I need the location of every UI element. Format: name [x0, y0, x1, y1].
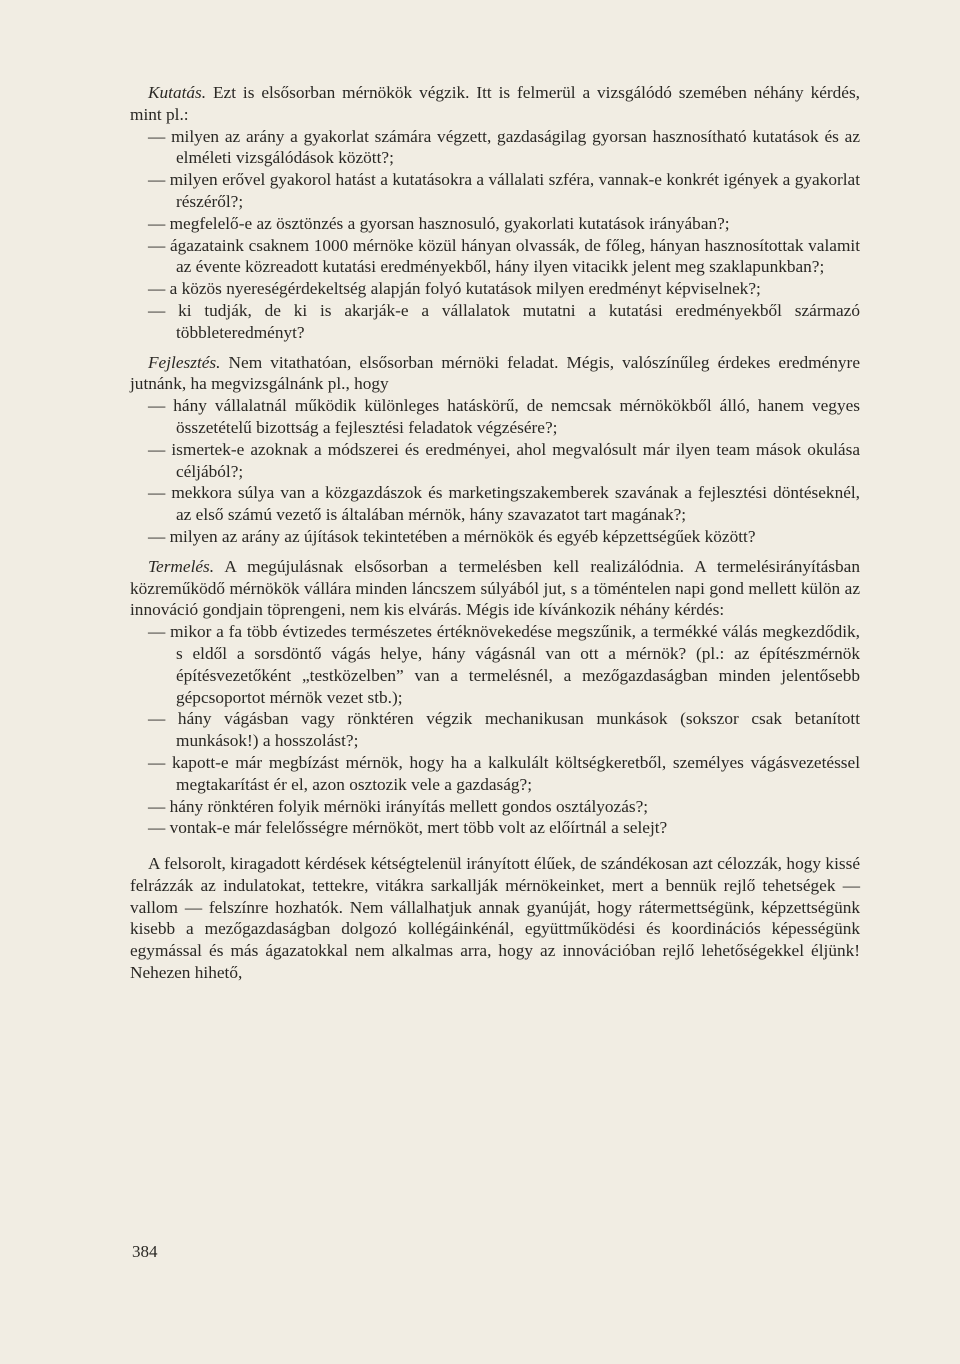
section-gap [130, 548, 860, 556]
closing-paragraph: A felsorolt, kiragadott kérdések kétségtelenül irányított élűek, de szándékosan azt célozzák, hogy kissé felrázzák az indulatokat, tettekre, vitákra sarkallják mérnökeinket, mert a bennük rejlő tehetségek — vallom — felszínre hozhatók. Nem vállalhatjuk annak gyanúját, hogy rátermettségünk, képzettségünk kisebb a mezőgazdaságban dolgozó kollégáinkénál, együttműködési és koordinációs képességünk egymással és más ágazatokkal nem alkalmas arra, hogy az innovációban rejlő lehetőségekkel éljünk! Nehezen hihető, [130, 854, 860, 983]
research-question: — milyen erővel gyakorol hatást a kutatásokra a vállalati szféra, vannak-e konkrét igények a gyakorlat részéről?; [148, 170, 860, 211]
development-keyword: Fejlesztés. [148, 352, 221, 372]
development-intro: Fejlesztés. Nem vitathatóan, elsősorban mérnöki feladat. Mégis, valószínűleg érdekes eredményre jutnánk, ha megvizsgálnánk pl., hogy [130, 352, 860, 394]
production-question: — hány rönktéren folyik mérnöki irányítás mellett gondos osztályozás?; [148, 796, 649, 816]
development-question: — mekkora súlya van a közgazdászok és marketingszakemberek szavának a fejlesztési döntéseknél, az első számú vezető is általában mérnök, hány szavazatot tart magának?; [148, 483, 860, 525]
development-question: — hány vállalatnál működik különleges hatáskörű, de nemcsak mérnökökből álló, hanem vegyes összetételű bizottság a fejlesztési feladatok végzésére?; [148, 396, 860, 437]
research-keyword: Kutatás. [148, 83, 207, 102]
section-gap [130, 839, 860, 853]
body-text [130, 82, 860, 984]
production-question: — vontak-e már felelősségre mérnököt, mert több volt az előírtnál a selejt? [148, 818, 668, 838]
page-number: 384 [132, 1242, 158, 1261]
research-question: — ágazataink csaknem 1000 mérnöke közül hányan olvassák, de főleg, hányan hasznosítottak valamit az évente közreadott kutatási eredményekből, hány ilyen vitacikk jelent meg szaklapunkban?; [148, 235, 860, 277]
production-intro: Termelés. A megújulásnak elsősorban a termelésben kell realizálódnia. A termelésirányításban közreműködő mérnökök vállára minden láncszem súlyából jut, s a töméntelen napi gond mellett külön az innováció gondjain töprengeni, nem kis elvárás. Mégis ide kívánkozik néhány kérdés: [130, 556, 860, 620]
section-gap [130, 344, 860, 352]
research-question: — ki tudják, de ki is akarják-e a vállalatok mutatni a kutatási eredményekből származó többleteredményt? [148, 300, 860, 342]
development-question: — ismertek-e azoknak a módszerei és eredményei, ahol megvalósult már ilyen team mások okulása céljából?; [148, 439, 860, 481]
production-question: — mikor a fa több évtizedes természetes értéknövekedése megszűnik, a termékké válás megkezdődik, s eldől a sorsdöntő vágás helye, hány vágásnál van ott a mérnök? (pl.: az építészmérnök építésvezetőként „testközelben” van a termelésnél, a mezőgazdaságban minden jelentősebb gépcsoportot mérnök vezet stb.); [148, 622, 860, 707]
production-question: — kapott-e már megbízást mérnök, hogy ha a kalkulált költségkeretből, személyes vágásvezetéssel megtakarítást ér el, azon osztozik vele a gazdaság?; [148, 752, 860, 794]
research-question: — a közös nyereségérdekeltség alapján folyó kutatások milyen eredményt képviselnek?; [148, 279, 761, 299]
research-question: — milyen az arány a gyakorlat számára végzett, gazdaságilag gyorsan hasznosítható kutatások és az elméleti vizsgálódások között?; [148, 126, 860, 168]
research-intro: Kutatás. Ezt is elsősorban mérnökök végzik. Itt is felmerül a vizsgálódó szemében néhány kérdés, mint pl.: [130, 83, 860, 124]
development-question: — milyen az arány az újítások tekintetében a mérnökök és egyéb képzettségűek között? [148, 526, 756, 546]
production-keyword: Termelés. [148, 556, 215, 576]
production-question: — hány vágásban vagy rönktéren végzik mechanikusan munkások (sokszor csak betanított munkások!) a hosszolást?; [148, 709, 860, 751]
research-question: — megfelelő-e az ösztönzés a gyorsan hasznosuló, gyakorlati kutatások irányában?; [148, 213, 730, 233]
